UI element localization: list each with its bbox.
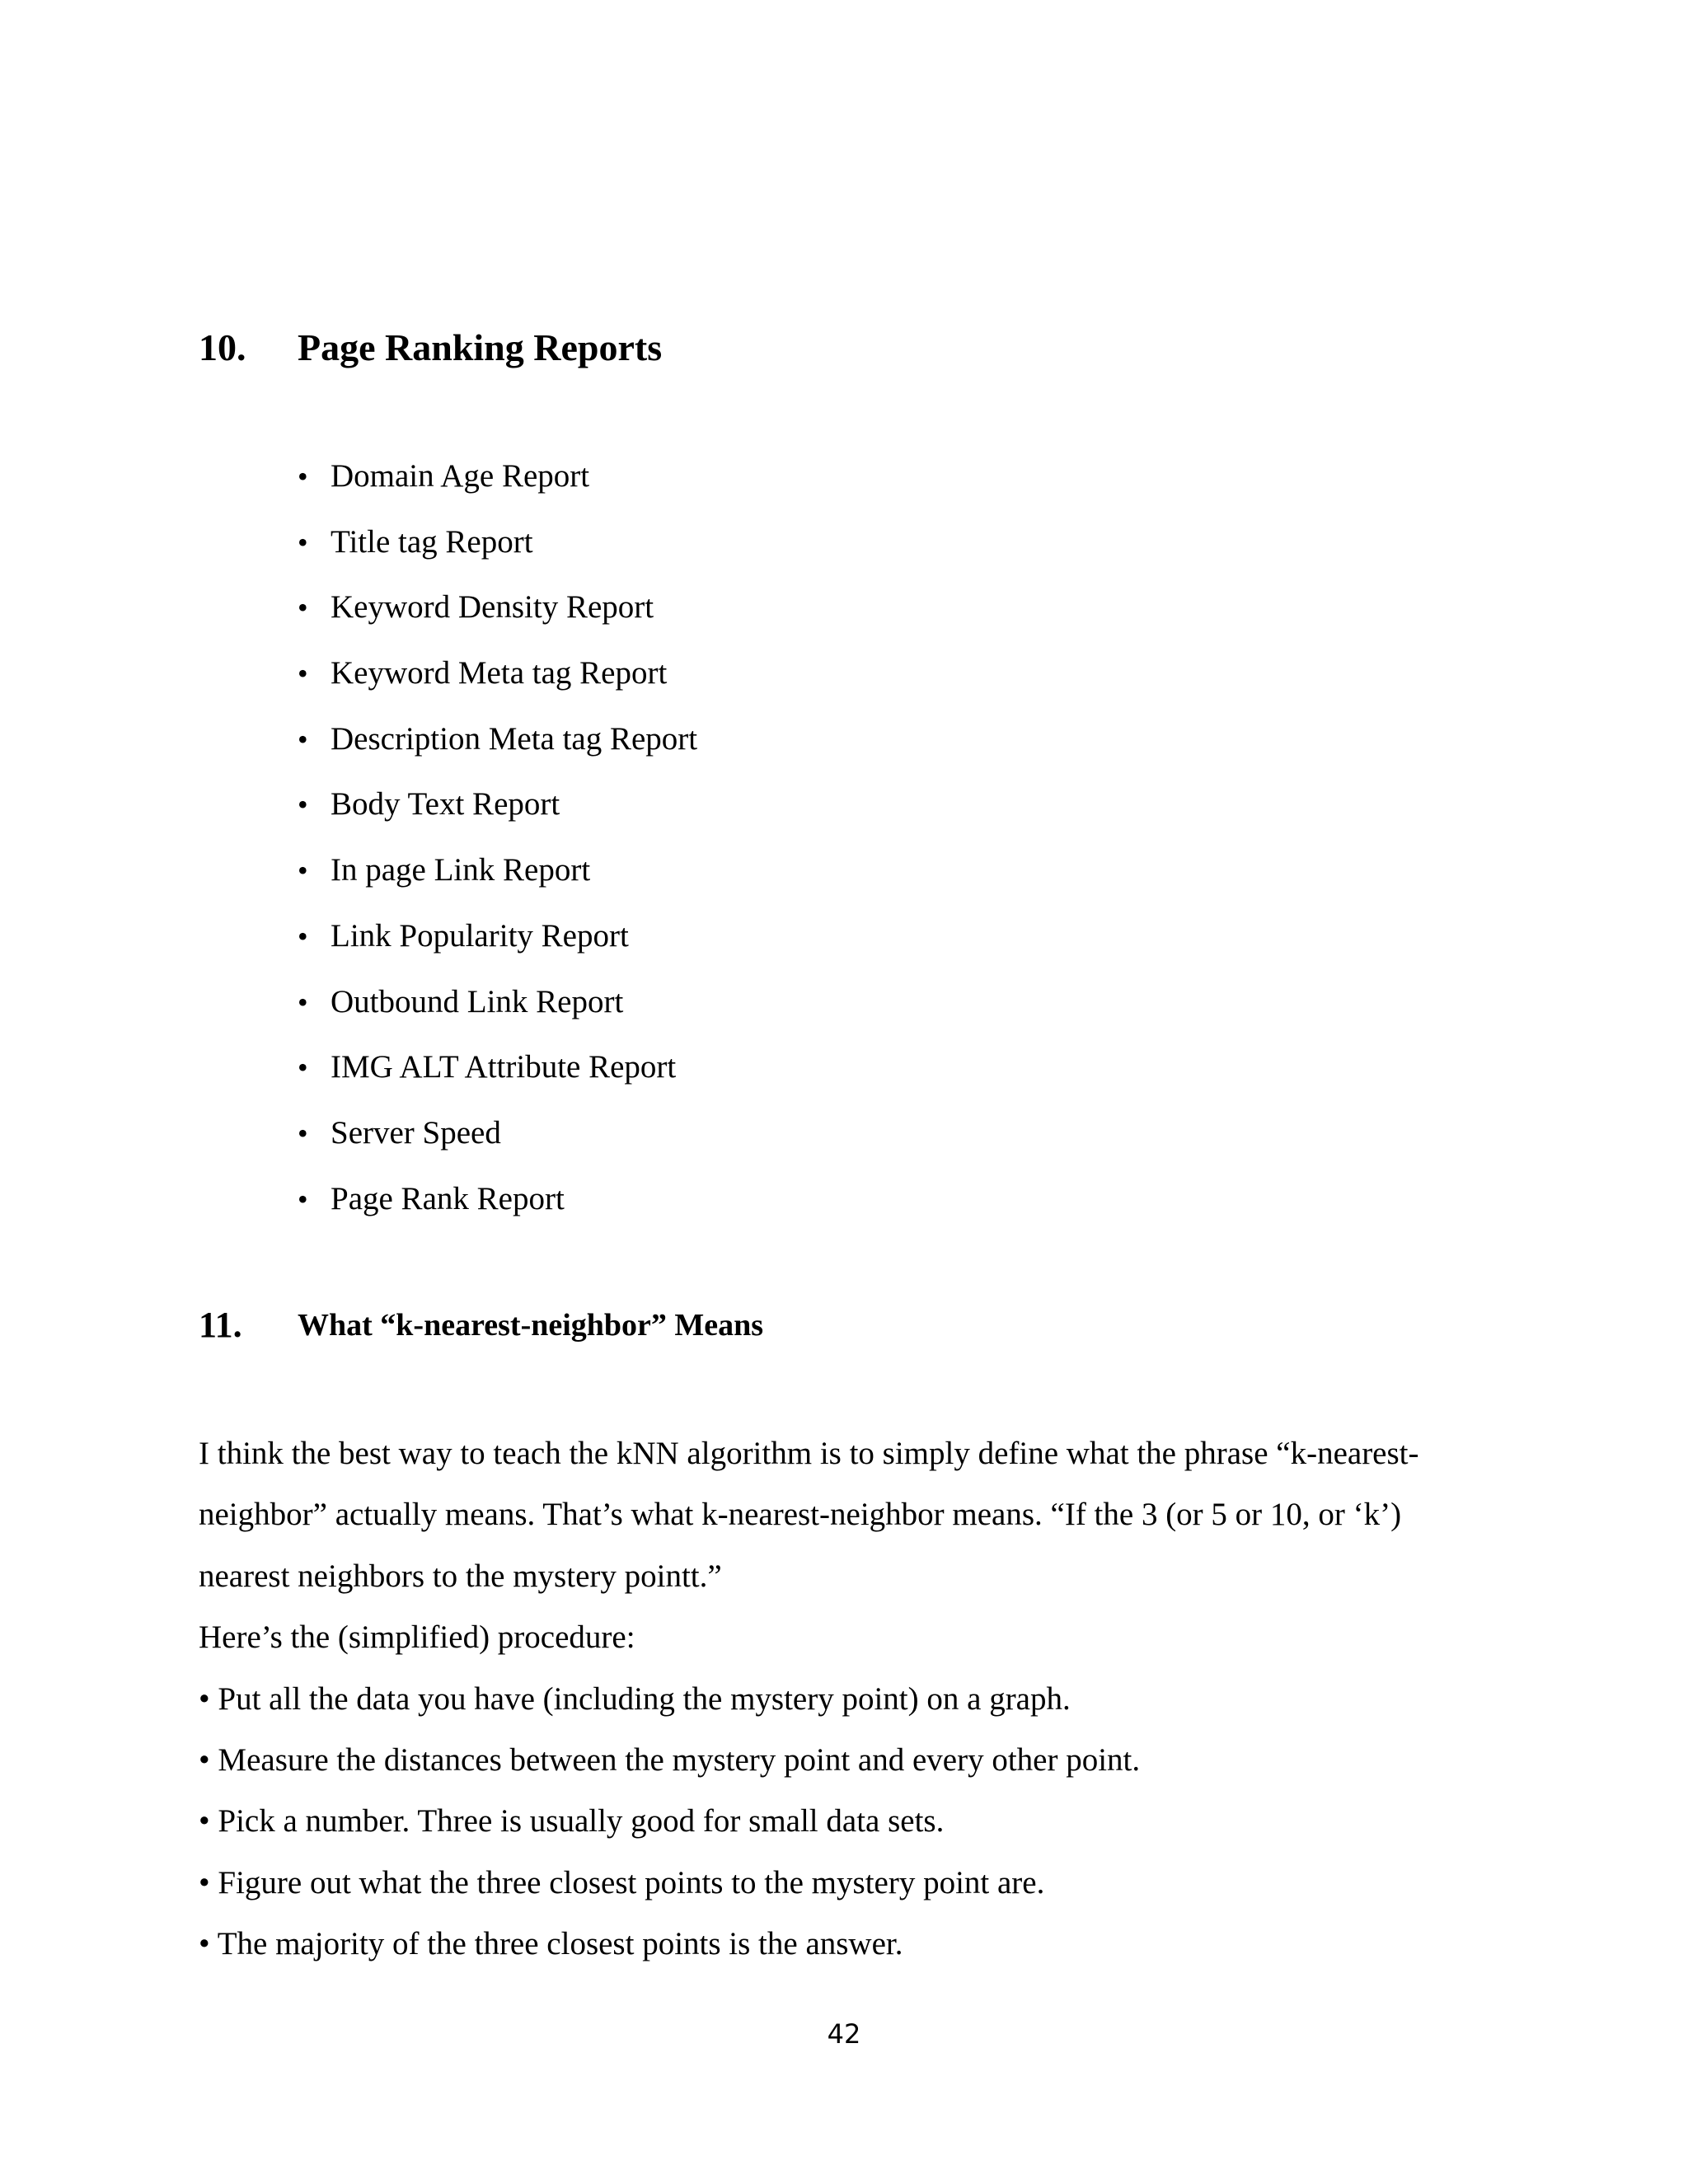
bullet-icon: • [298, 591, 308, 625]
section-number: 10. [199, 326, 246, 368]
section-heading-11 [199, 1302, 764, 1348]
section-title: What “k-nearest-neighbor” Means [298, 1308, 764, 1343]
report-list [298, 452, 697, 1240]
list-item [298, 1108, 697, 1174]
bullet-icon: • [298, 1051, 308, 1085]
list-item-label: Keyword Meta tag Report [331, 655, 668, 691]
list-item [298, 1174, 697, 1240]
list-item [298, 649, 697, 715]
list-item [298, 912, 697, 977]
bullet-icon: • [298, 1116, 308, 1150]
list-item-label: Body Text Report [331, 786, 560, 823]
list-item-label: IMG ALT Attribute Report [331, 1049, 677, 1085]
list-item-label: Server Speed [331, 1114, 501, 1151]
list-item [298, 583, 697, 649]
list-item-label: Outbound Link Report [331, 983, 624, 1019]
bullet-icon: • [298, 722, 308, 756]
list-item [298, 452, 697, 518]
procedure-step: • Figure out what the three closest points to the mystery point are. [199, 1864, 1045, 1900]
procedure-step: • Pick a number. Three is usually good for small data sets. [199, 1803, 945, 1840]
list-item-label: Link Popularity Report [331, 917, 629, 954]
bullet-icon: • [298, 854, 308, 888]
list-item-label: Domain Age Report [331, 458, 590, 494]
list-item-label: Page Rank Report [331, 1180, 565, 1216]
list-item-label: In page Link Report [331, 852, 591, 888]
list-item-label: Keyword Density Report [331, 589, 654, 626]
bullet-icon: • [298, 460, 308, 493]
bullet-icon: • [298, 919, 308, 953]
body-text [199, 1423, 1501, 1975]
list-item-label: Title tag Report [331, 523, 533, 560]
page-number: 42 [827, 2018, 861, 2050]
bullet-icon: • [298, 657, 308, 691]
procedure-step: • Measure the distances between the mystery point and every other point. [199, 1742, 1141, 1779]
section-number: 11. [199, 1305, 242, 1345]
list-item [298, 715, 697, 780]
body-line: Here’s the (simplified) procedure: [199, 1619, 635, 1656]
list-item [298, 846, 697, 912]
section-title: Page Ranking Reports [298, 326, 663, 368]
body-line: nearest neighbors to the mystery pointt.” [199, 1558, 722, 1594]
procedure-step: • Put all the data you have (including the mystery point) on a graph. [199, 1680, 1071, 1717]
list-item [298, 518, 697, 583]
bullet-icon: • [298, 525, 308, 559]
procedure-step: • The majority of the three closest points is the answer. [199, 1926, 903, 1962]
bullet-icon: • [298, 985, 308, 1019]
list-item-label: Description Meta tag Report [331, 720, 698, 757]
section-heading-10 [199, 325, 663, 371]
bullet-icon: • [298, 1182, 308, 1216]
bullet-icon: • [298, 788, 308, 822]
body-line: neighbor” actually means. That’s what k-nearest-neighbor means. “If the 3 (or 5 or 10, or ‘k’) [199, 1497, 1402, 1533]
list-item [298, 1043, 697, 1108]
list-item [298, 977, 697, 1043]
body-line: I think the best way to teach the kNN algorithm is to simply define what the phrase “k-nearest- [199, 1436, 1419, 1471]
list-item [298, 780, 697, 846]
